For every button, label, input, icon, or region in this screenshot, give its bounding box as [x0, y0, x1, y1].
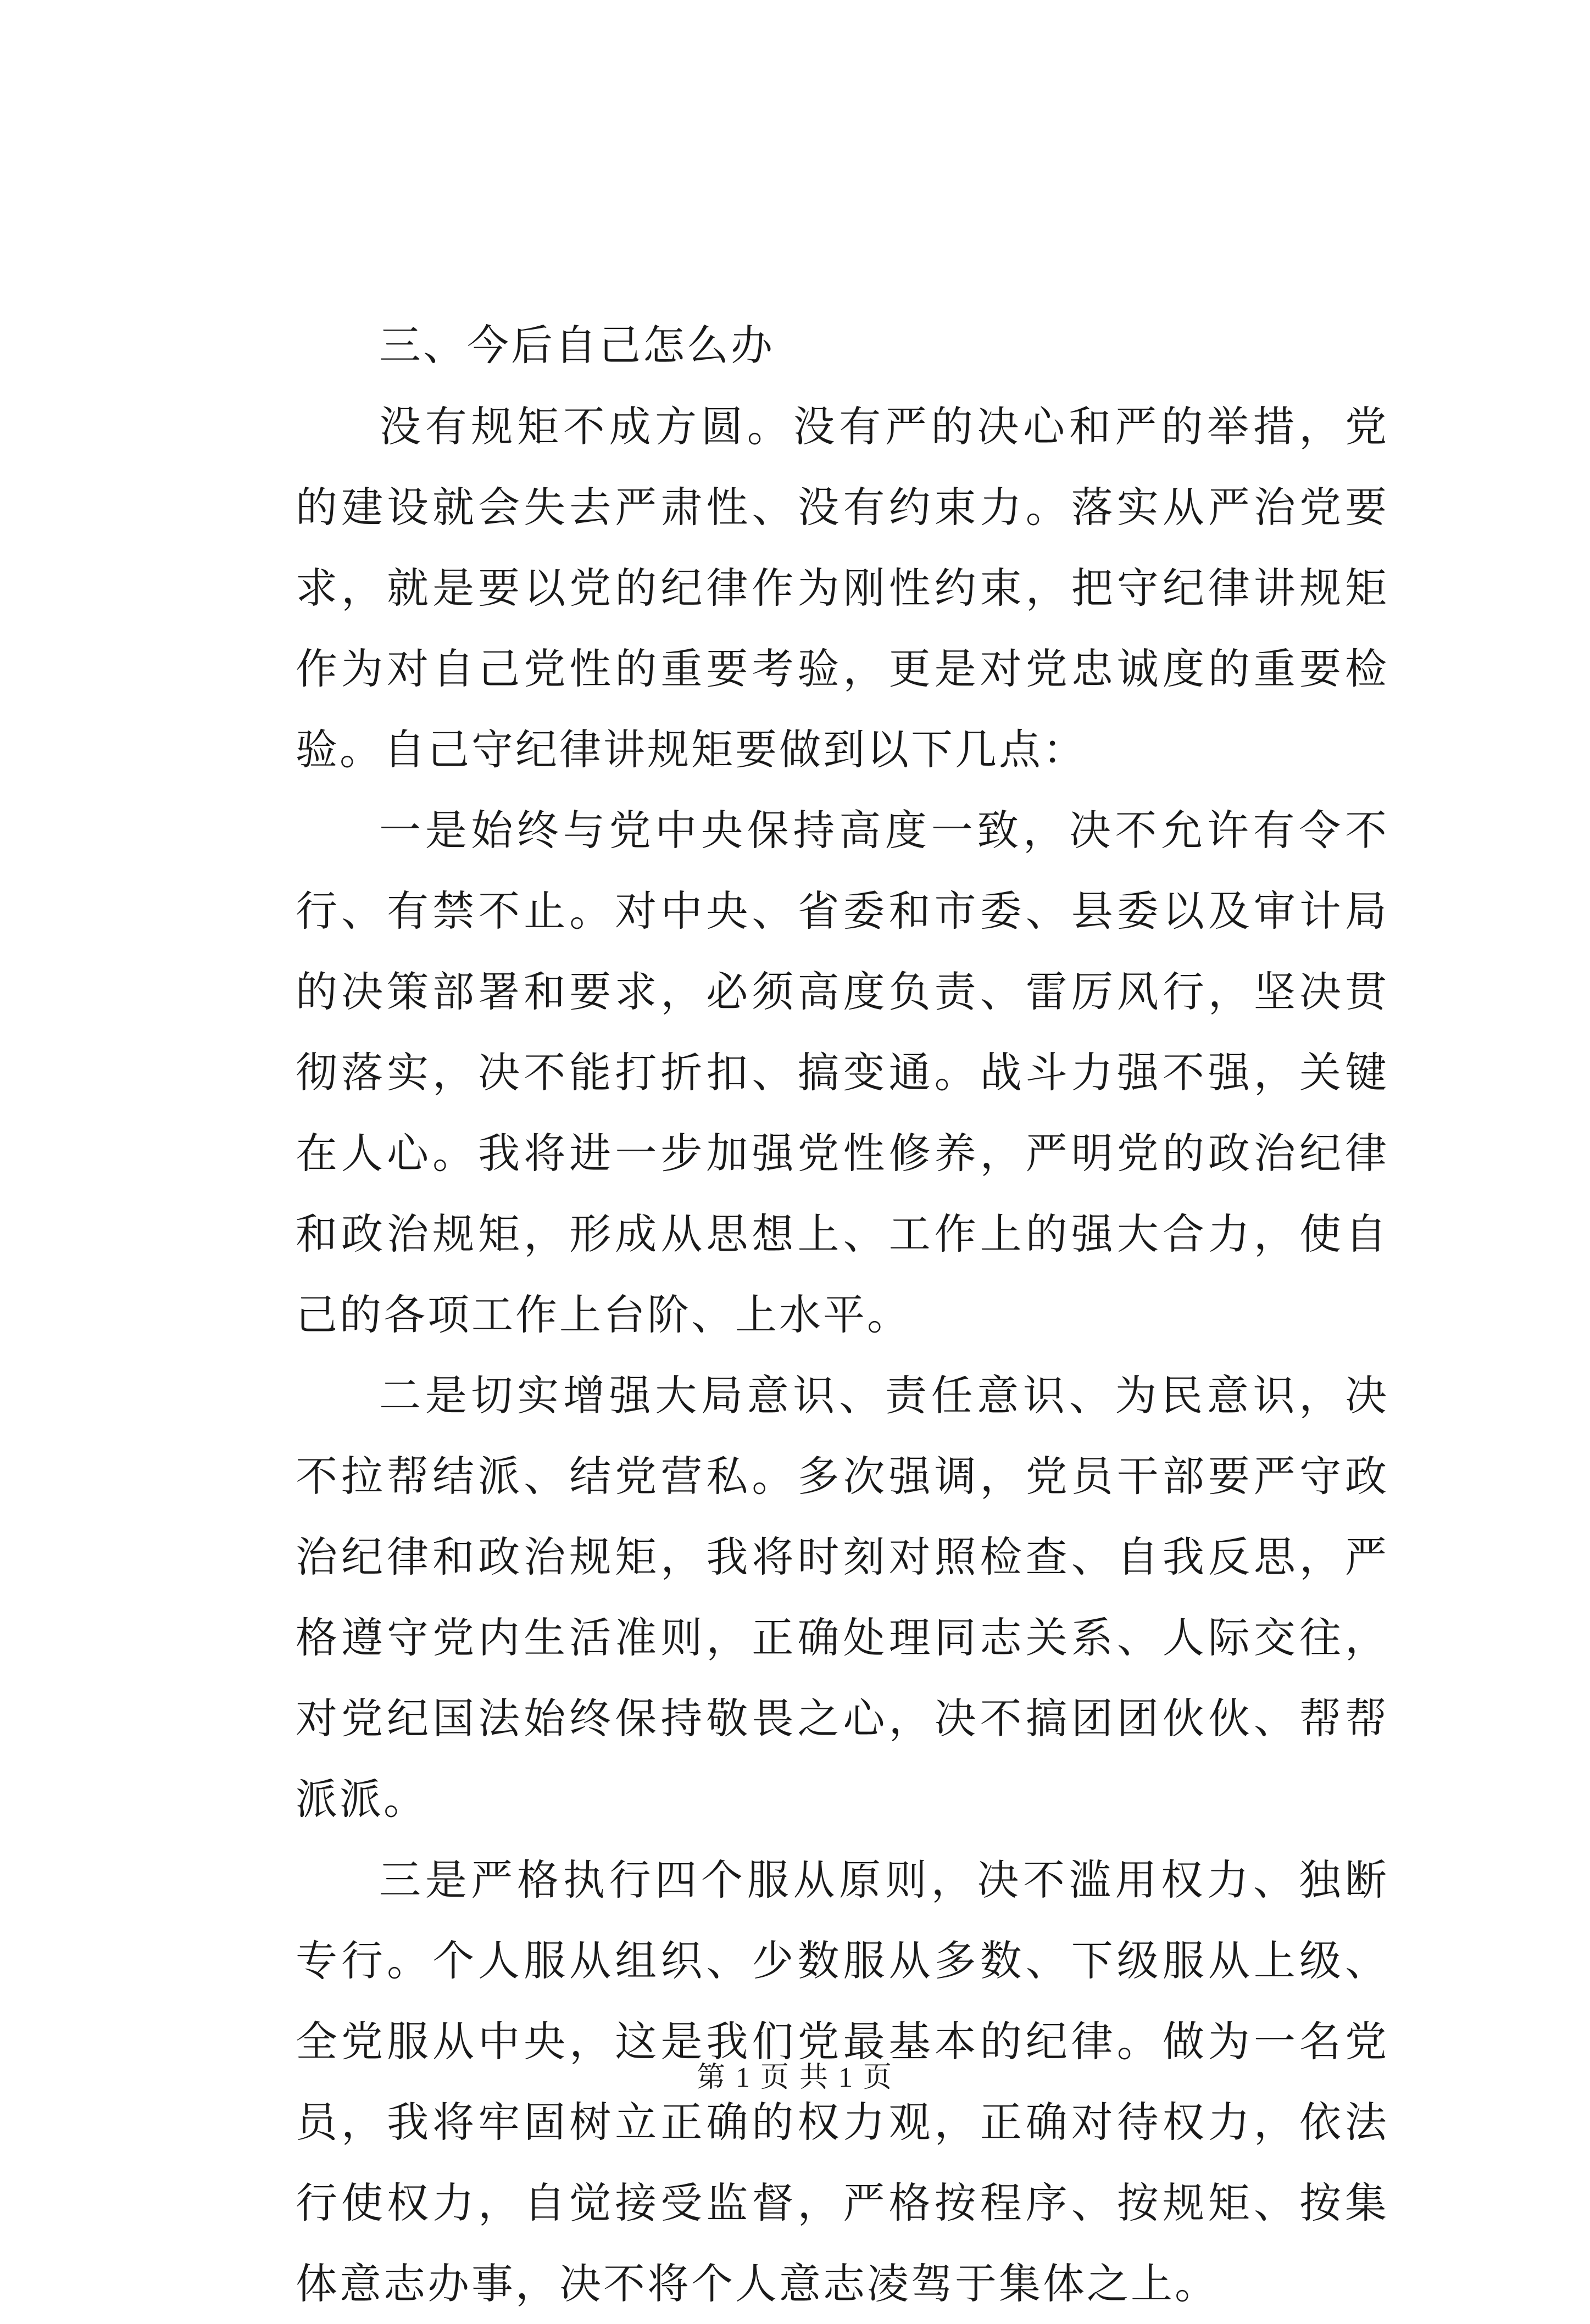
page-footer: 第 1 页 共 1 页: [696, 2062, 893, 2093]
paragraph-point-three: 三是严格执行四个服从原则，决不滥用权力、独断专行。个人服从组织、少数服从多数、下级服从上级、全党服从中央，这是我们党最基本的纪律。做为一名党员，我将牢固树立正确的权力观，正确对待权力，依法行使权力，自觉接受监督，严格按程序、按规矩、按集体意志办事，决不将个人意志凌驾于集体之上。: [296, 1855, 1389, 2308]
paragraph-point-two: 二是切实增强大局意识、责任意识、为民意识，决不拉帮结派、结党营私。多次强调，党员干部要严守政治纪律和政治规矩，我将时刻对照检查、自我反思，严格遵守党内生活准则，正确处理同志关系、人际交往，对党纪国法始终保持敬畏之心，决不搞团团伙伙、帮帮派派。: [296, 1371, 1389, 1824]
section-heading: 三、今后自己怎么办: [379, 321, 775, 370]
paragraph-intro: 没有规矩不成方圆。没有严的决心和严的举措，党的建设就会失去严肃性、没有约束力。落实从严治党要求，就是要以党的纪律作为刚性约束，把守纪律讲规矩作为对自己党性的重要考验，更是对党忠诚度的重要检验。自己守纪律讲规矩要做到以下几点：: [296, 402, 1389, 774]
paragraph-point-one: 一是始终与党中央保持高度一致，决不允许有令不行、有禁不止。对中央、省委和市委、县委以及审计局的决策部署和要求，必须高度负责、雷厉风行，坚决贯彻落实，决不能打折扣、搞变通。战斗力强不强，关键在人心。我将进一步加强党性修养，严明党的政治纪律和政治规矩，形成从思想上、工作上的强大合力，使自己的各项工作上台阶、上水平。: [296, 806, 1389, 1339]
document-body: [296, 305, 1389, 2324]
